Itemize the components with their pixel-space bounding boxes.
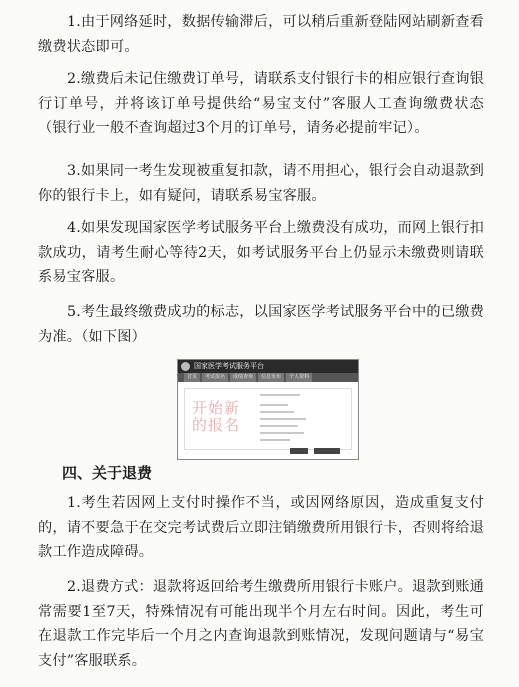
screenshot-header <box>178 360 358 373</box>
paragraph-5: 5.考生最终缴费成功的标志，以国家医学考试服务平台中的已缴费为准。（如下图） <box>38 304 484 345</box>
payment-status-screenshot <box>177 359 359 460</box>
platform-logo-icon <box>181 362 190 371</box>
screenshot-button <box>290 448 308 454</box>
screenshot-text-line <box>260 439 290 441</box>
screenshot-text-line <box>260 432 304 434</box>
screenshot-nav <box>178 373 358 382</box>
screenshot-nav-tab: 考试报名 <box>202 373 228 382</box>
screenshot-nav-tab: 个人资料 <box>286 373 312 382</box>
screenshot-text-line <box>260 418 306 420</box>
screenshot-nav-tab: 成绩查询 <box>230 373 256 382</box>
screenshot-text-line <box>260 394 300 396</box>
screenshot-nav-tab: 首页 <box>184 373 200 382</box>
section-paragraph-2: 2.退费方式：退款将返回给考生缴费所用银行卡账户。退款到账通常需要1至7天，特殊情况有可能出现半个月左右时间。因此，考生可在退款工作完毕后一个月之内查询退款到账情况，发现问题请与“易宝支付”客服联系。 <box>38 579 484 669</box>
paragraph-1: 1.由于网络延时，数据传输滞后，可以稍后重新登陆网站刷新查看缴费状态即可。 <box>38 14 484 55</box>
screenshot-header-title: 国家医学考试服务平台 <box>194 362 264 370</box>
stamp-line-1: 开始新 <box>192 399 241 417</box>
screenshot-button <box>314 448 340 454</box>
paragraph-3: 3.如果同一考生发现被重复扣款，请不用担心，银行会自动退款到你的银行卡上，如有疑问，请联系易宝客服。 <box>38 163 484 204</box>
paragraph-2: 2.缴费后未记住缴费订单号，请联系支付银行卡的相应银行查询银行订单号，并将该订单号提供给“易宝支付”客服人工查询缴费状态（银行业一般不查询超过3个月的订单号，请务必提前牢记）。 <box>38 71 484 136</box>
screenshot-text-line <box>260 425 298 427</box>
screenshot-text-line <box>260 404 288 406</box>
section-paragraph-1: 1.考生若因网上支付时操作不当，或因网络原因，造成重复支付的，请不要急于在交完考试费后立即注销缴费所用银行卡，否则将给退款工作造成障碍。 <box>38 495 485 560</box>
screenshot-stamp <box>192 400 240 434</box>
section-heading: 四、关于退费 <box>62 464 153 482</box>
screenshot-nav-tab: 信息发布 <box>258 373 284 382</box>
screenshot-text-line <box>260 411 294 413</box>
paragraph-4: 4.如果发现国家医学考试服务平台上缴费没有成功，而网上银行扣款成功，请考生耐心等待2天，如考试服务平台上仍显示未缴费则请联系易宝客服。 <box>38 220 484 285</box>
stamp-line-2: 的报名 <box>192 416 241 434</box>
